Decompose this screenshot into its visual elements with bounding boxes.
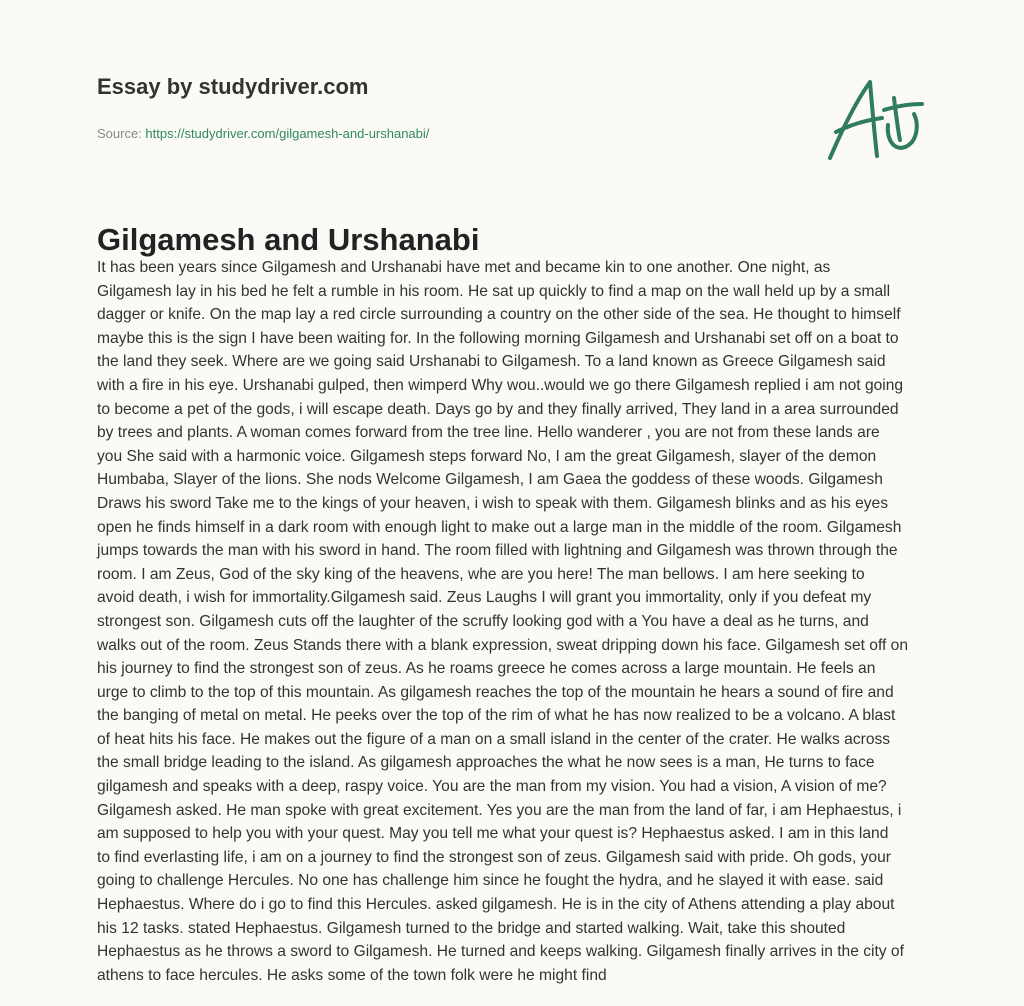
essay-line: open he finds himself in a dark room with enough light to make out a large man in the middle of the room. Gilgamesh — [97, 518, 902, 536]
essay-line: of heat hits his face. He makes out the figure of a man on a small island in the center of the crater. He walks across — [97, 730, 891, 748]
essay-line: athens to face hercules. He asks some of the town folk were he might find — [97, 966, 607, 984]
essay-line: to find everlasting life, i am on a journey to find the strongest son of zeus. Gilgamesh said with pride. Oh gods, your — [97, 848, 891, 866]
essay-line: going to challenge Hercules. No one has challenge him since he fought the hydra, and he slayed it with ease. said — [97, 872, 884, 890]
essay-line: walks out of the room. Zeus Stands there with a blank expression, sweat dripping down his face. Gilgamesh set off on — [97, 636, 909, 654]
essay-line: dagger or knife. On the map lay a red circle surrounding a country on the other side of the sea. He thought to himself — [97, 306, 901, 324]
essay-line: room. I am Zeus, God of the sky king of the heavens, whe are you here! The man bellows. I am here seeking to — [97, 565, 865, 583]
a-plus-logo-icon — [822, 70, 932, 170]
essay-line: am supposed to help you with your quest. May you tell me what your quest is? Hephaestus asked. I am in this land — [97, 825, 889, 843]
essay-line: maybe this is the sign I have been waiting for. In the following morning Gilgamesh and Urshanabi set off on a boat to — [97, 329, 899, 347]
source-label: Source: — [97, 126, 146, 141]
essay-line: Draws his sword Take me to the kings of your heaven, i wish to speak with them. Gilgamesh blinks and as his eyes — [97, 494, 889, 512]
source-line — [97, 126, 429, 141]
essay-line: It has been years since Gilgamesh and Urshanabi have met and became kin to one another. One night, as — [97, 259, 831, 276]
essay-line: Hephaestus. Where do i go to find this Hercules. asked gilgamesh. He is in the city of Athens attending a play about — [97, 896, 895, 914]
essay-line: by trees and plants. A woman comes forward from the tree line. Hello wanderer , you are not from these lands are — [97, 424, 880, 442]
site-title: Essay by studydriver.com — [97, 74, 369, 99]
essay-line: avoid death, i wish for immortality.Gilgamesh said. Zeus Laughs I will grant you immortality, only if you defeat my — [97, 589, 872, 607]
essay-line: his journey to find the strongest son of zeus. As he roams greece he comes across a large mountain. He feels an — [97, 660, 876, 678]
essay-line: the land they seek. Where are we going said Urshanabi to Gilgamesh. To a land known as Greece Gilgamesh said — [97, 353, 886, 371]
essay-line: Gilgamesh asked. He man spoke with great excitement. Yes you are the man from the land of far, i am Hephaestus, i — [97, 801, 902, 819]
essay-line: you She said with a harmonic voice. Gilgamesh steps forward No, I am the great Gilgamesh, slayer of the demon — [97, 447, 877, 465]
essay-title: Gilgamesh and Urshanabi — [97, 222, 480, 257]
essay-body — [97, 256, 937, 987]
essay-line: the small bridge leading to the island. As gilgamesh approaches the what he now sees is a man, He turns to face — [97, 754, 875, 772]
essay-line: to become a pet of the gods, i will escape death. Days go by and they finally arrived, They land in a area surrounded — [97, 400, 899, 418]
essay-line: Gilgamesh lay in his bed he felt a rumble in his room. He sat up quickly to find a map on the wall held up by a small — [97, 282, 891, 300]
essay-line: jumps towards the man with his sword in hand. The room filled with lightning and Gilgamesh was thrown through the — [97, 542, 898, 560]
essay-line: gilgamesh and speaks with a deep, raspy voice. You are the man from my vision. You had a vision, A vision of me? — [97, 778, 887, 796]
essay-line: Hephaestus as he throws a sword to Gilgamesh. He turned and keeps walking. Gilgamesh finally arrives in the city of — [97, 943, 904, 961]
essay-line: Humbaba, Slayer of the lions. She nods Welcome Gilgamesh, I am Gaea the goddess of these woods. Gilgamesh — [97, 471, 883, 489]
essay-line: strongest son. Gilgamesh cuts off the laughter of the scruffy looking god with a You have a deal as he turns, and — [97, 612, 869, 630]
essay-line: urge to climb to the top of this mountain. As gilgamesh reaches the top of the mountain he hears a sound of fire and — [97, 683, 894, 701]
essay-line: his 12 tasks. stated Hephaestus. Gilgamesh turned to the bridge and started walking. Wait, take this shouted — [97, 919, 846, 937]
source-link[interactable]: https://studydriver.com/gilgamesh-and-urshanabi/ — [145, 126, 430, 141]
essay-line: with a fire in his eye. Urshanabi gulped, then wimperd Why wou..would we go there Gilgamesh replied i am not going — [97, 376, 904, 394]
essay-line: the banging of metal on metal. He peeks over the top of the rim of what he has now realized to be a volcano. A blast — [97, 707, 896, 725]
